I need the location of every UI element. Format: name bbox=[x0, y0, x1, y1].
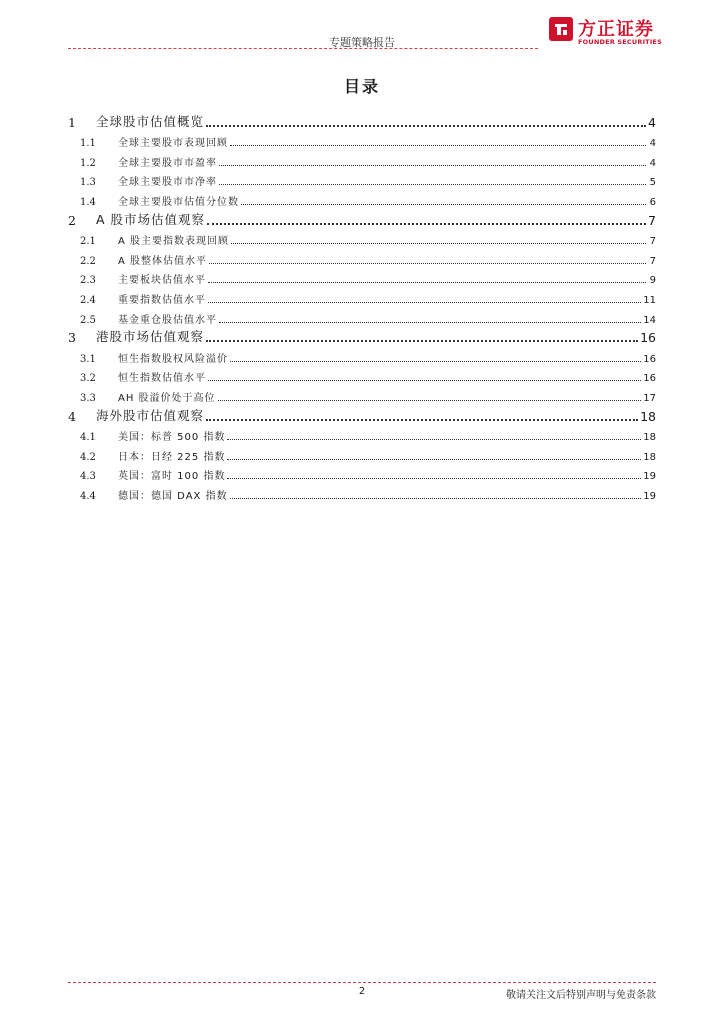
toc-section-entry[interactable] bbox=[68, 404, 656, 424]
toc-entry-number: 1.3 bbox=[80, 177, 96, 189]
toc-entry-page: 16 bbox=[643, 353, 656, 365]
toc-dot-leader bbox=[231, 243, 646, 244]
toc-entry-number: 2.1 bbox=[80, 236, 96, 248]
toc-entry-title: 全球股市估值概览 bbox=[96, 113, 205, 129]
toc-entry-number: 4.4 bbox=[80, 490, 96, 502]
toc-entry-number: 4 bbox=[68, 408, 76, 424]
toc-dot-leader bbox=[206, 419, 638, 421]
toc-entry-title: A 股市场估值观察 bbox=[96, 211, 206, 227]
toc-entry-page: 9 bbox=[649, 275, 656, 287]
toc-entry-title: 全球主要股市市净率 bbox=[118, 177, 217, 189]
toc-entry-page: 7 bbox=[649, 236, 656, 248]
toc-entry-page: 14 bbox=[643, 314, 656, 326]
toc-entry-number: 1.4 bbox=[80, 196, 96, 208]
toc-dot-leader bbox=[208, 380, 641, 381]
toc-subsection-entry[interactable] bbox=[68, 384, 656, 404]
toc-entry-number: 1.2 bbox=[80, 157, 96, 169]
toc-subsection-entry[interactable] bbox=[68, 149, 656, 169]
toc-subsection-entry[interactable] bbox=[68, 306, 656, 326]
toc-subsection-entry[interactable] bbox=[68, 424, 656, 444]
toc-entry-page: 19 bbox=[643, 490, 656, 502]
toc-entry-page: 4 bbox=[649, 157, 656, 169]
table-of-contents bbox=[68, 110, 656, 502]
toc-section-entry[interactable] bbox=[68, 326, 656, 346]
toc-entry-number: 3.2 bbox=[80, 373, 96, 385]
toc-entry-number: 4.2 bbox=[80, 451, 96, 463]
toc-section-entry[interactable] bbox=[68, 208, 656, 228]
toc-entry-title: 全球主要股市市盈率 bbox=[118, 157, 217, 169]
toc-subsection-entry[interactable] bbox=[68, 130, 656, 150]
toc-dot-leader bbox=[230, 498, 642, 499]
page-number: 2 bbox=[358, 986, 366, 997]
toc-entry-title: 主要板块估值水平 bbox=[118, 275, 206, 287]
toc-entry-page: 19 bbox=[643, 471, 656, 483]
toc-entry-number: 3.1 bbox=[80, 353, 96, 365]
toc-dot-leader bbox=[241, 204, 646, 205]
toc-entry-number: 2.5 bbox=[80, 314, 96, 326]
toc-subsection-entry[interactable] bbox=[68, 482, 656, 502]
toc-entry-title: A 股主要指数表现回顾 bbox=[118, 236, 230, 248]
toc-dot-leader bbox=[227, 439, 641, 440]
toc-subsection-entry[interactable] bbox=[68, 247, 656, 267]
founder-logo-icon bbox=[548, 16, 574, 42]
toc-entry-page: 11 bbox=[643, 294, 656, 306]
toc-dot-leader bbox=[230, 145, 646, 146]
toc-subsection-entry[interactable] bbox=[68, 345, 656, 365]
toc-entry-title: 恒生指数估值水平 bbox=[118, 373, 206, 385]
toc-entry-page: 17 bbox=[643, 392, 656, 404]
toc-entry-number: 3.3 bbox=[80, 392, 96, 404]
toc-dot-leader bbox=[219, 184, 646, 185]
toc-entry-number: 1 bbox=[68, 114, 76, 130]
toc-subsection-entry[interactable] bbox=[68, 169, 656, 189]
toc-entry-title: 重要指数估值水平 bbox=[118, 294, 206, 306]
toc-subsection-entry[interactable] bbox=[68, 365, 656, 385]
toc-dot-leader bbox=[206, 340, 638, 342]
toc-entry-title: 基金重仓股估值水平 bbox=[118, 314, 217, 326]
toc-dot-leader bbox=[219, 322, 641, 323]
logo-text-cn: 方正证券 bbox=[578, 19, 654, 40]
toc-entry-number: 4.1 bbox=[80, 432, 96, 444]
toc-subsection-entry[interactable] bbox=[68, 188, 656, 208]
footer-divider bbox=[68, 982, 656, 983]
toc-entry-title: 港股市场估值观察 bbox=[96, 329, 205, 345]
founder-securities-logo bbox=[548, 14, 662, 48]
toc-entry-page: 4 bbox=[648, 114, 656, 130]
toc-subsection-entry[interactable] bbox=[68, 463, 656, 483]
toc-entry-title: A 股整体估值水平 bbox=[118, 255, 208, 267]
toc-entry-page: 18 bbox=[643, 451, 656, 463]
toc-entry-number: 4.3 bbox=[80, 471, 96, 483]
toc-dot-leader bbox=[208, 302, 641, 303]
toc-entry-title: 全球主要股市表现回顾 bbox=[118, 138, 228, 150]
toc-entry-page: 18 bbox=[643, 432, 656, 444]
toc-entry-number: 2.2 bbox=[80, 255, 96, 267]
toc-subsection-entry[interactable] bbox=[68, 443, 656, 463]
toc-dot-leader bbox=[227, 478, 641, 479]
toc-entry-number: 1.1 bbox=[80, 138, 96, 150]
header-divider bbox=[68, 48, 538, 49]
toc-subsection-entry[interactable] bbox=[68, 286, 656, 306]
toc-dot-leader bbox=[218, 400, 642, 401]
toc-entry-title: 海外股市估值观察 bbox=[96, 407, 205, 423]
toc-entry-page: 4 bbox=[649, 138, 656, 150]
toc-entry-number: 2.3 bbox=[80, 275, 96, 287]
toc-dot-leader bbox=[209, 263, 646, 264]
toc-entry-page: 5 bbox=[649, 177, 656, 189]
toc-section-entry[interactable] bbox=[68, 110, 656, 130]
toc-entry-title: 恒生指数股权风险溢价 bbox=[118, 353, 228, 365]
toc-subsection-entry[interactable] bbox=[68, 228, 656, 248]
toc-entry-page: 7 bbox=[649, 255, 656, 267]
toc-entry-page: 7 bbox=[648, 212, 656, 228]
toc-entry-page: 16 bbox=[640, 330, 656, 346]
toc-dot-leader bbox=[219, 165, 646, 166]
toc-entry-number: 2 bbox=[68, 212, 76, 228]
toc-entry-page: 6 bbox=[649, 196, 656, 208]
toc-subsection-entry[interactable] bbox=[68, 267, 656, 287]
logo-text-en: FOUNDER SECURITIES bbox=[578, 38, 662, 46]
toc-dot-leader bbox=[208, 282, 646, 283]
toc-dot-leader bbox=[207, 223, 646, 225]
toc-entry-title: 德国：德国 DAX 指数 bbox=[118, 490, 228, 502]
toc-entry-number: 2.4 bbox=[80, 294, 96, 306]
toc-entry-title: 美国：标普 500 指数 bbox=[118, 432, 226, 444]
toc-entry-title: AH 股溢价处于高位 bbox=[118, 392, 216, 404]
toc-entry-number: 3 bbox=[68, 330, 76, 346]
toc-entry-page: 18 bbox=[640, 408, 656, 424]
disclaimer-note: 敬请关注文后特别声明与免责条款 bbox=[506, 990, 656, 1001]
toc-dot-leader bbox=[227, 459, 641, 460]
toc-entry-title: 全球主要股市估值分位数 bbox=[118, 196, 239, 208]
toc-entry-title: 英国：富时 100 指数 bbox=[118, 471, 226, 483]
toc-title: 目录 bbox=[343, 77, 380, 96]
toc-dot-leader bbox=[206, 125, 646, 127]
report-type: 专题策略报告 bbox=[329, 36, 395, 49]
toc-entry-page: 16 bbox=[643, 373, 656, 385]
toc-dot-leader bbox=[230, 361, 641, 362]
toc-entry-title: 日本：日经 225 指数 bbox=[118, 451, 226, 463]
